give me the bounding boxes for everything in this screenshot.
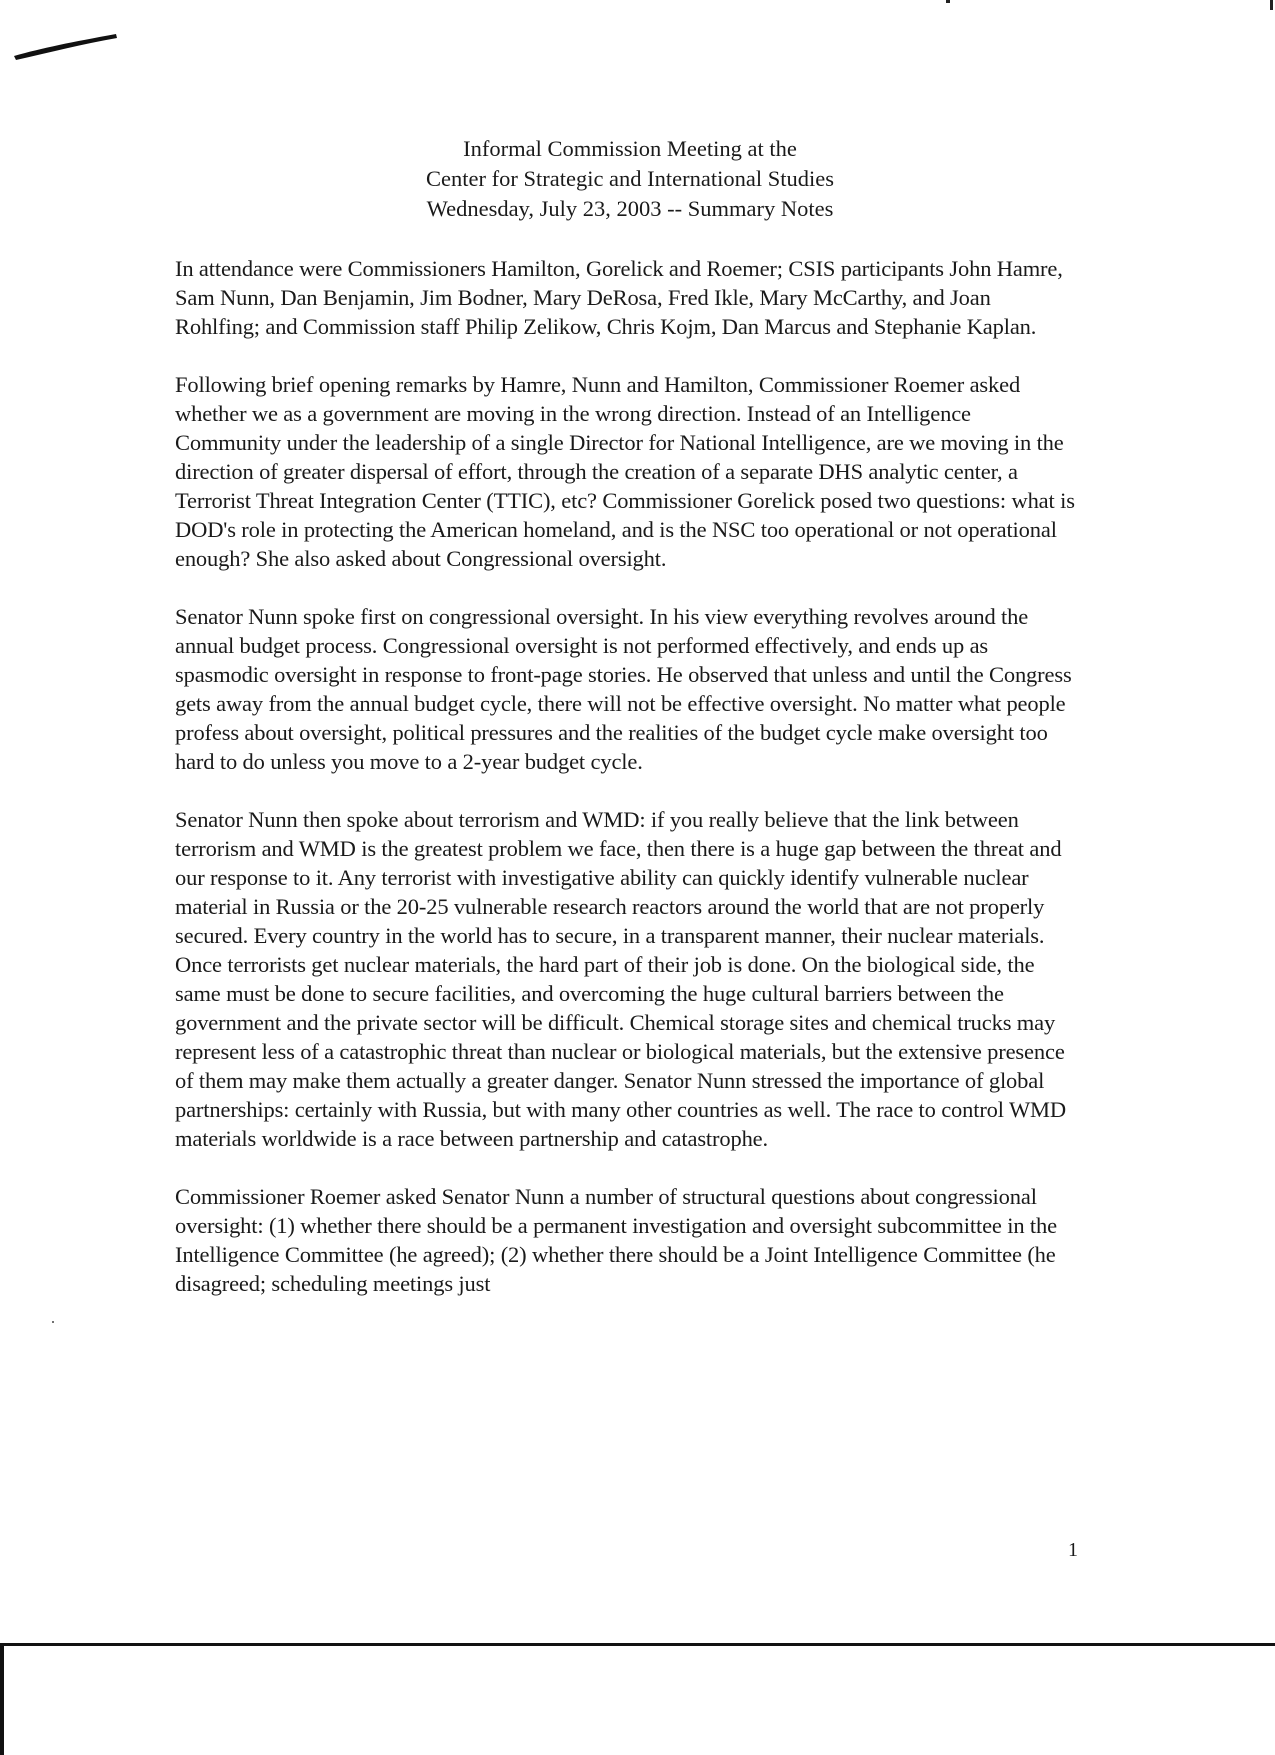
scan-speck — [52, 1321, 54, 1323]
header-line-2: Center for Strategic and International Studies — [426, 166, 834, 191]
paragraph-opening-remarks: Following brief opening remarks by Hamre, Nunn and Hamilton, Commissioner Roemer asked whether we as a government are moving in the wrong direction. Instead of an Intelligence Community under the leadership of a single Director for National Intelligence, are we moving in the direction of greater dispersal of effort, through the creation of a separate DHS analytic center, a Terrorist Threat Integration Center (TTIC), etc? Commissioner Gorelick posed two questions: what is DOD's role in protecting the American homeland, and is the NSC too operational or not operational enough? She also asked about Congressional oversight. — [175, 372, 1075, 571]
handwritten-pen-mark — [12, 30, 120, 62]
scan-mark-top-right — [1270, 0, 1273, 10]
scan-left-edge — [0, 1644, 4, 1755]
scan-bottom-rule — [0, 1643, 1275, 1646]
paragraph-attendance: In attendance were Commissioners Hamilton, Gorelick and Roemer; CSIS participants John Hamre, Sam Nunn, Dan Benjamin, Jim Bodner, Mary DeRosa, Fred Ikle, Mary McCarthy, and Joan Rohlfing; and Commission staff Philip Zelikow, Chris Kojm, Dan Marcus and Stephanie Kaplan. — [175, 256, 1063, 339]
header-line-1: Informal Commission Meeting at the — [463, 136, 797, 161]
page-number: 1 — [1068, 1539, 1078, 1561]
paragraph-terrorism-wmd: Senator Nunn then spoke about terrorism and WMD: if you really believe that the link between terrorism and WMD is the greatest problem we face, then there is a huge gap between the threat and our response to it. Any terrorist with investigative ability can quickly identify vulnerable nuclear material in Russia or the 20-25 vulnerable research reactors around the world that are not properly secured. Every country in the world has to secure, in a transparent manner, their nuclear materials. Once terrorists get nuclear materials, the hard part of their job is done. On the biological side, the same must be done to secure facilities, and overcoming the huge cultural barriers between the government and the private sector will be difficult. Chemical storage sites and chemical trucks may represent less of a catastrophic threat than nuclear or biological materials, but the extensive presence of them may make them actually a greater danger. Senator Nunn stressed the importance of global partnerships: certainly with Russia, but with many other countries as well. The race to control WMD materials worldwide is a race between partnership and catastrophe. — [175, 807, 1066, 1151]
document-header — [180, 134, 1080, 224]
header-line-3: Wednesday, July 23, 2003 -- Summary Notes — [426, 196, 834, 221]
scan-mark-top — [946, 0, 950, 3]
document-body — [175, 254, 1075, 1327]
paragraph-structural-questions: Commissioner Roemer asked Senator Nunn a number of structural questions about congressional oversight: (1) whether there should be a permanent investigation and oversight subcommittee in the Intelligence Committee (he agreed); (2) whether there should be a Joint Intelligence Committee (he disagreed; scheduling meetings just — [175, 1184, 1057, 1296]
paragraph-congressional-oversight: Senator Nunn spoke first on congressional oversight. In his view everything revolves around the annual budget process. Congressional oversight is not performed effectively, and ends up as spasmodic oversight in response to front-page stories. He observed that unless and until the Congress gets away from the annual budget cycle, there will not be effective oversight. No matter what people profess about oversight, political pressures and the realities of the budget cycle make oversight too hard to do unless you move to a 2-year budget cycle. — [175, 604, 1072, 774]
